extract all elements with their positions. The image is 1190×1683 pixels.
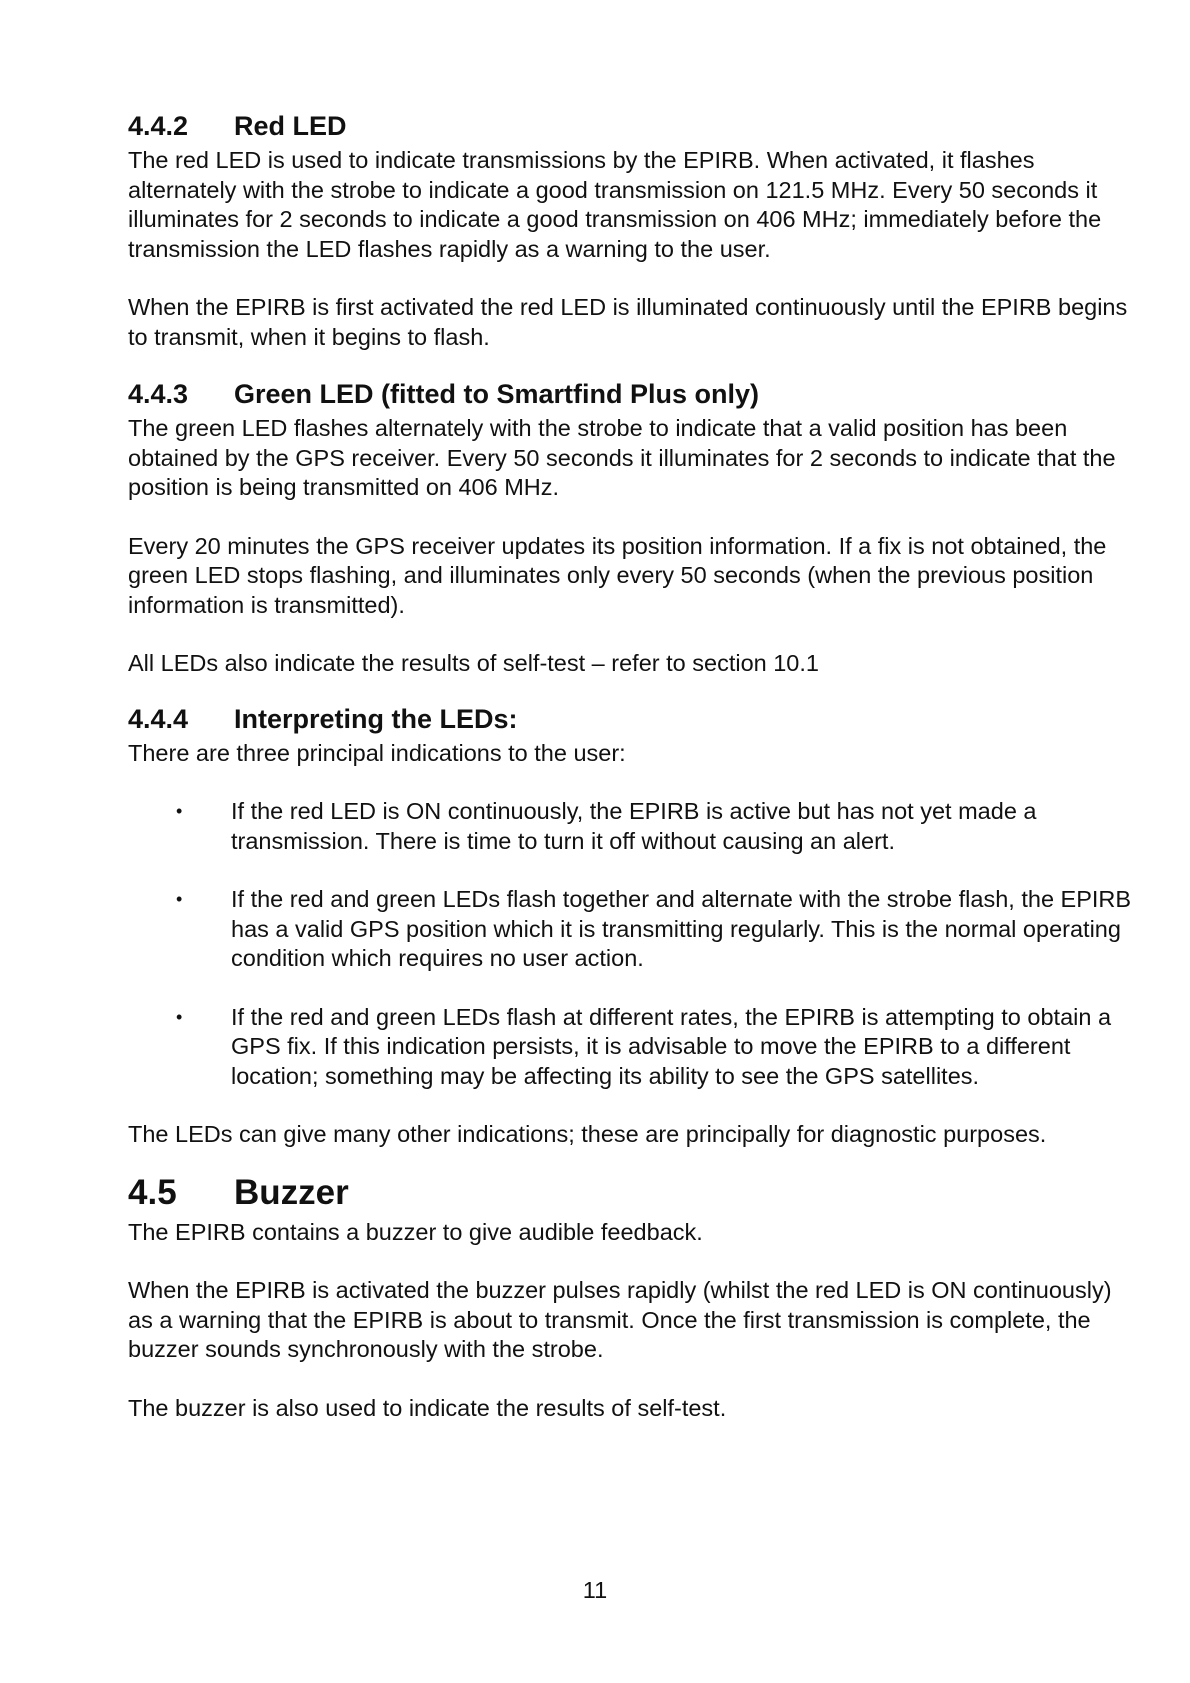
heading-4-4-2 (128, 110, 1138, 142)
list-item (128, 797, 1138, 856)
bullet-icon: • (176, 801, 183, 821)
bullet-icon: • (176, 1006, 183, 1027)
section-number: 4.5 (128, 1172, 177, 1212)
paragraph: When the EPIRB is first activated the red LED is illuminated continuously until the EPIRB begins to transmit, when it begins to flash. (128, 294, 1128, 350)
paragraph: The buzzer is also used to indicate the results of self-test. (128, 1394, 727, 1421)
heading-4-5 (128, 1172, 1138, 1214)
paragraph: The LEDs can give many other indications; these are principally for diagnostic purposes. (128, 1121, 1047, 1147)
list-item (128, 885, 1138, 974)
list-item-text: If the red LED is ON continuously, the EPIRB is active but has not yet made a transmission. There is time to turn it off without causing an alert. (231, 798, 1037, 854)
section-title: Buzzer (234, 1172, 349, 1212)
bullet-icon: • (176, 889, 183, 909)
paragraph: All LEDs also indicate the results of self-test – refer to section 10.1 (128, 650, 819, 676)
page-number: 11 (582, 1577, 608, 1603)
section-title: Red LED (234, 111, 347, 141)
section-number: 4.4.4 (128, 703, 189, 734)
document-page (128, 110, 1138, 1423)
list-item-text: If the red and green LEDs flash together and alternate with the strobe flash, the EPIRB has a valid GPS position which it is transmitting regularly. This is the normal operating condition which requires no user action. (231, 886, 1132, 971)
section-number: 4.4.2 (128, 111, 189, 141)
paragraph: Every 20 minutes the GPS receiver updates its position information. If a fix is not obtained, the green LED stops flashing, and illuminates only every 50 seconds (when the previous position information is transmitted). (128, 532, 1107, 618)
section-number: 4.4.3 (128, 379, 189, 409)
paragraph: The green LED flashes alternately with the strobe to indicate that a valid position has been obtained by the GPS receiver. Every 50 seconds it illuminates for 2 seconds to indicate that the position is being transmitted on 406 MHz. (128, 415, 1116, 500)
heading-4-4-4 (128, 703, 1138, 735)
paragraph: The red LED is used to indicate transmissions by the EPIRB. When activated, it flashes alternately with the strobe to indicate a good transmission on 121.5 MHz. Every 50 seconds it illuminates for 2 seconds to indicate a good transmission on 406 MHz; immediately before the transmission the LED flashes rapidly as a warning to the user. (128, 147, 1102, 262)
section-title: Interpreting the LEDs: (234, 703, 518, 734)
list-item (128, 1003, 1138, 1092)
indication-list (128, 797, 1138, 1091)
list-item-text: If the red and green LEDs flash at different rates, the EPIRB is attempting to obtain a GPS fix. If this indication persists, it is advisable to move the EPIRB to a different location; something may be affecting its ability to see the GPS satellites. (231, 1003, 1112, 1089)
paragraph: The EPIRB contains a buzzer to give audible feedback. (128, 1218, 703, 1245)
paragraph: When the EPIRB is activated the buzzer pulses rapidly (whilst the red LED is ON continuously) as a warning that the EPIRB is about to transmit. Once the first transmission is complete, the buzzer sounds synchronously with the strobe. (128, 1277, 1112, 1362)
paragraph: There are three principal indications to the user: (128, 739, 626, 766)
heading-4-4-3 (128, 378, 1138, 410)
section-title: Green LED (fitted to Smartfind Plus only) (234, 379, 760, 409)
